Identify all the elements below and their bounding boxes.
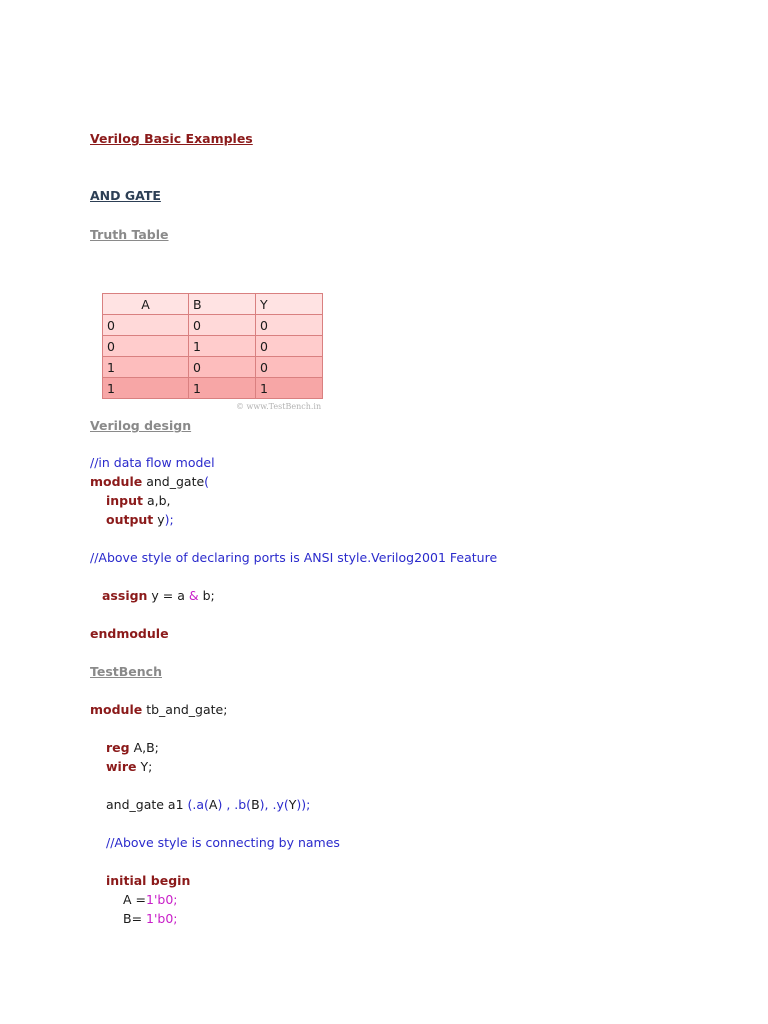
verilog-design-heading: Verilog design xyxy=(90,418,192,433)
and-gate-heading: AND GATE xyxy=(90,188,161,203)
watermark: © www.TestBench.in xyxy=(236,402,322,411)
code-text: A,B; xyxy=(129,740,159,755)
code-text: Y; xyxy=(136,759,153,774)
code-text: a,b, xyxy=(143,493,171,508)
code-text: y = a xyxy=(147,588,189,603)
keyword: output xyxy=(106,512,154,527)
table-cell: 0 xyxy=(103,336,189,357)
code-text: A = xyxy=(123,892,146,907)
code-text: y xyxy=(153,512,165,527)
punctuation: ), .y( xyxy=(259,797,289,812)
module-name: and_gate xyxy=(142,474,205,489)
code-line xyxy=(90,702,227,717)
code-text: B= xyxy=(123,911,147,926)
page-title: Verilog Basic Examples xyxy=(90,131,253,146)
punctuation: ); xyxy=(164,512,174,527)
table-cell: 0 xyxy=(189,315,256,336)
code-line xyxy=(106,493,171,508)
code-text: Y xyxy=(288,797,297,812)
code-comment: //Above style of declaring ports is ANSI style.Verilog2001 Feature xyxy=(90,550,498,565)
code-text: b; xyxy=(198,588,215,603)
code-text: and_gate a1 xyxy=(106,797,188,812)
table-cell: 1 xyxy=(189,336,256,357)
table-cell: 0 xyxy=(103,315,189,336)
column-header-a: A xyxy=(103,294,189,315)
punctuation: ( xyxy=(204,474,210,489)
module-name: tb_and_gate; xyxy=(142,702,228,717)
code-line xyxy=(106,759,152,774)
code-comment: //in data flow model xyxy=(90,455,215,470)
keyword: input xyxy=(106,493,144,508)
code-line xyxy=(123,911,178,926)
column-header-b: B xyxy=(189,294,256,315)
literal: 1'b0; xyxy=(146,911,178,926)
code-comment: //Above style is connecting by names xyxy=(106,835,340,850)
code-text: B xyxy=(251,797,260,812)
keyword: module xyxy=(90,702,143,717)
table-cell: 0 xyxy=(256,315,323,336)
truth-table-heading: Truth Table xyxy=(90,227,169,242)
punctuation: ) , .b( xyxy=(217,797,252,812)
code-line xyxy=(106,797,310,812)
keyword: module xyxy=(90,474,143,489)
table-row xyxy=(103,336,323,357)
table-cell: 1 xyxy=(103,357,189,378)
code-text: A xyxy=(208,797,218,812)
table-cell: 0 xyxy=(256,357,323,378)
table-cell: 0 xyxy=(256,336,323,357)
testbench-heading: TestBench xyxy=(90,664,162,679)
truth-table-header-row xyxy=(103,294,323,315)
code-line xyxy=(106,512,174,527)
punctuation: (.a( xyxy=(187,797,209,812)
code-line xyxy=(102,588,215,603)
table-row xyxy=(103,357,323,378)
punctuation: )); xyxy=(296,797,311,812)
table-cell: 1 xyxy=(103,378,189,399)
code-line xyxy=(90,474,209,489)
keyword: endmodule xyxy=(90,626,169,641)
code-line xyxy=(123,892,178,907)
keyword: reg xyxy=(106,740,130,755)
literal: 1'b0; xyxy=(146,892,178,907)
table-cell: 1 xyxy=(256,378,323,399)
keyword: assign xyxy=(102,588,148,603)
column-header-y: Y xyxy=(256,294,323,315)
table-cell: 0 xyxy=(189,357,256,378)
keyword: initial begin xyxy=(106,873,191,888)
table-row xyxy=(103,315,323,336)
keyword: wire xyxy=(106,759,137,774)
operator: & xyxy=(188,588,199,603)
table-row xyxy=(103,378,323,399)
table-cell: 1 xyxy=(189,378,256,399)
code-line xyxy=(106,740,159,755)
truth-table xyxy=(102,293,323,399)
